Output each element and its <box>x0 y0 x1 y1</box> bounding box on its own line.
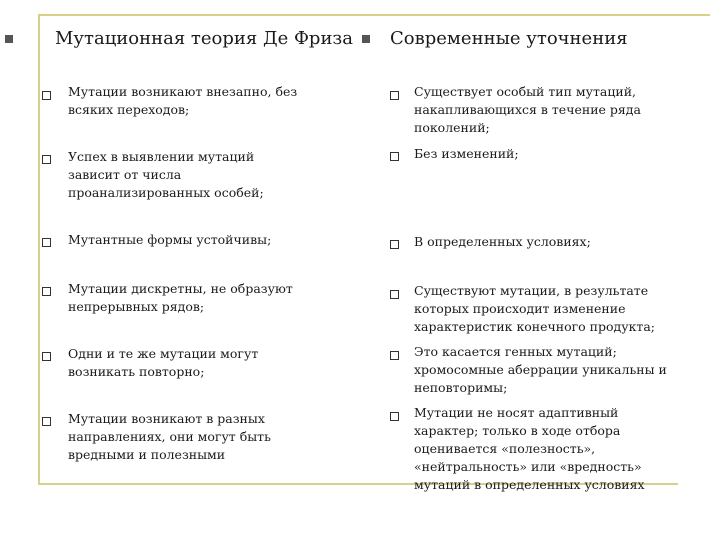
checkbox-bullet-icon <box>390 290 399 299</box>
checkbox-bullet-icon <box>390 91 399 100</box>
text-line: Одни и те же мутации могут <box>68 346 259 361</box>
text-line: «нейтральность» или «вредность» <box>414 459 642 474</box>
text-line: зависит от числа <box>68 167 182 182</box>
text-line: возникать повторно; <box>68 364 205 379</box>
left-item-5 <box>68 345 348 381</box>
left-rule <box>38 14 40 484</box>
text-line: В определенных условиях; <box>414 234 591 249</box>
right-item-2 <box>414 145 714 163</box>
square-bullet-icon <box>362 35 370 43</box>
left-item-4 <box>68 280 348 316</box>
right-item-5 <box>414 343 714 397</box>
left-item-2 <box>68 148 348 202</box>
text-line: Мутантные формы устойчивы; <box>68 232 272 247</box>
left-item-1 <box>68 83 348 119</box>
checkbox-bullet-icon <box>42 287 51 296</box>
text-line: Существуют мутации, в результате <box>414 283 649 298</box>
text-line: Мутации не носят адаптивный <box>414 405 619 420</box>
text-line: характеристик конечного продукта; <box>414 319 655 334</box>
text-line: Мутации возникают в разных <box>68 411 265 426</box>
text-line: проанализированных особей; <box>68 185 264 200</box>
checkbox-bullet-icon <box>42 417 51 426</box>
checkbox-bullet-icon <box>390 240 399 249</box>
checkbox-bullet-icon <box>42 238 51 247</box>
text-line: Существует особый тип мутаций, <box>414 84 637 99</box>
text-line: всяких переходов; <box>68 102 190 117</box>
checkbox-bullet-icon <box>42 352 51 361</box>
text-line: поколений; <box>414 120 490 135</box>
text-line: характер; только в ходе отбора <box>414 423 621 438</box>
square-bullet-icon <box>5 35 13 43</box>
text-line: неповторимы; <box>414 380 508 395</box>
right-column-title: Современные уточнения <box>390 28 628 49</box>
right-item-6 <box>414 404 714 494</box>
text-line: мутаций в определенных условиях <box>414 477 645 492</box>
left-column-title: Мутационная теория Де Фриза <box>55 28 353 49</box>
checkbox-bullet-icon <box>42 91 51 100</box>
checkbox-bullet-icon <box>390 152 399 161</box>
right-item-3 <box>414 233 714 251</box>
text-line: накапливающихся в течение ряда <box>414 102 641 117</box>
text-line: Мутации возникают внезапно, без <box>68 84 298 99</box>
right-item-1 <box>414 83 714 137</box>
text-line: Мутации дискретны, не образуют <box>68 281 293 296</box>
right-item-4 <box>414 282 714 336</box>
text-line: Успех в выявлении мутаций <box>68 149 255 164</box>
text-line: которых происходит изменение <box>414 301 626 316</box>
text-line: оценивается «полезность», <box>414 441 596 456</box>
text-line: направлениях, они могут быть <box>68 429 271 444</box>
top-rule <box>38 14 710 16</box>
text-line: хромосомные аберрации уникальны и <box>414 362 667 377</box>
checkbox-bullet-icon <box>42 155 51 164</box>
text-line: Это касается генных мутаций; <box>414 344 617 359</box>
checkbox-bullet-icon <box>390 351 399 360</box>
left-item-3 <box>68 231 348 249</box>
left-item-6 <box>68 410 348 464</box>
text-line: непрерывных рядов; <box>68 299 205 314</box>
text-line: Без изменений; <box>414 146 519 161</box>
text-line: вредными и полезными <box>68 447 226 462</box>
checkbox-bullet-icon <box>390 412 399 421</box>
